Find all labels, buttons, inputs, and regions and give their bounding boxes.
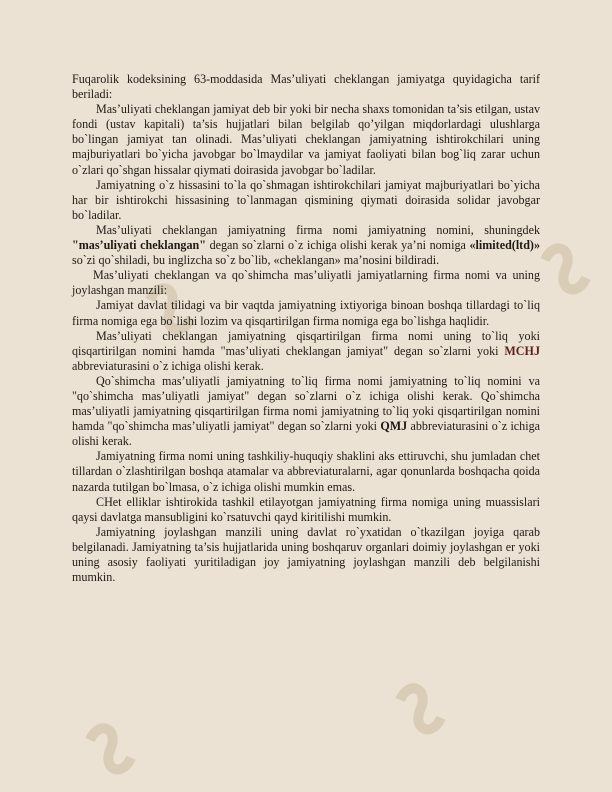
paragraph-4-text-b: degan so`zlarni o`z ichiga olishi kerak ya’ni nomiga xyxy=(205,238,470,253)
paragraph-4 xyxy=(72,223,540,268)
bold-term-mas-uliyati-cheklangan: "mas’uliyati cheklangan" xyxy=(72,238,206,253)
paragraph-2: Mas’uliyati cheklangan jamiyat deb bir yoki bir necha shaxs tomonidan ta’sis etilgan, ustav fondi (ustav kapitali) ta’sis hujjatlari bilan belgilab qo’yilgan miqdorlardagi ulushlarga bo`lingan jamiyat tan olinadi. Mas’uliyati cheklangan jamiyatning ishtirokchilari uning majburiyatlari bo`yicha javobgar bo`lmaydilar va jamiyat faoliyati bilan bog`liq zarar uchun o`zlari qo`shgan hissalar qiymati doirasida javobgar bo`ladilar. xyxy=(72,102,540,177)
paragraph-7 xyxy=(72,329,540,374)
paragraph-7-text-a: Mas’uliyati cheklangan jamiyatning qisqartirilgan firma nomi uning to`liq yoki qisqartirilgan nomini hamda "mas’uliyati cheklangan jamiyat" degan so`zlarni yoki xyxy=(72,328,540,358)
bold-term-limited: «limited(ltd)» xyxy=(469,238,541,253)
bold-term-mchj: MCHJ xyxy=(504,343,540,358)
paragraph-4-text-a: Mas’uliyati cheklangan jamiyatning firma nomi jamiyatning nomini, shuningdek xyxy=(96,222,540,237)
bold-term-qmj: QMJ xyxy=(380,419,408,434)
document-body xyxy=(72,72,540,585)
paragraph-5: Mas’uliyati cheklangan va qo`shimcha mas’uliyatli jamiyatlarning firma nomi va uning joylashgan manzili: xyxy=(72,268,540,298)
paragraph-11: Jamiyatning joylashgan manzili uning davlat ro`yxatidan o`tkazilgan joyiga qarab belgilanadi. Jamiyatning ta’sis hujjatlarida uning boshqaruv organlari doimiy joylashgan er yoki uning asosiy faoliyati yuritiladigan joy jamiyatning joylashgan manzili deb belgilanishi mumkin. xyxy=(72,524,540,585)
paragraph-6: Jamiyat davlat tilidagi va bir vaqtda jamiyatning ixtiyoriga binoan boshqa tillardagi to`liq firma nomiga ega bo`lishi lozim va qisqartirilgan firma nomiga ega bo`lishga haqlidir. xyxy=(72,298,540,328)
paragraph-7-text-b: abbreviaturasini o`z ichiga olishi kerak. xyxy=(72,358,264,373)
paragraph-4-text-c: so`zi qo`shiladi, bu inglizcha so`z bo`lib, «cheklangan» ma’nosini bildiradi. xyxy=(72,253,440,268)
paragraph-8-text-a: Qo`shimcha mas’uliyatli jamiyatning to`liq firma nomi jamiyatning to`liq nomini va "qo`shimcha mas’uliyatli jamiyat" degan so`zlarni o`z ichiga olishi kerak. Qo`shimcha mas’uliyatli jamiyatning qisqartirilgan firma nomi jamiyatning to`liq yoki qisqartirilgan nomini hamda "qo`shimcha mas’uliyatli jamiyat" degan so`zlarni yoki xyxy=(72,373,540,434)
paragraph-8-text-b: abbreviaturasini o`z ichiga olishi kerak. xyxy=(72,419,540,449)
paragraph-10: CHet elliklar ishtirokida tashkil etilayotgan jamiyatning firma nomiga uning muassislari qaysi davlatga mansubligini ko`rsatuvchi qayd kiritilishi mumkin. xyxy=(72,494,540,524)
paragraph-9: Jamiyatning firma nomi uning tashkiliy-huquqiy shaklini aks ettiruvchi, shu jumladan chet tillardan o`zlashtirilgan boshqa atamalar va abbreviaturalarni, agar qonunlarda boshqacha qoida nazarda tutilgan bo`lmasa, o`z ichiga olishi mumkin emas. xyxy=(72,449,540,494)
paragraph-1: Fuqarolik kodeksining 63-moddasida Mas’uliyati cheklangan jamiyatga quyidagicha tarif beriladi: xyxy=(72,72,540,102)
paragraph-8 xyxy=(72,374,540,449)
paragraph-3: Jamiyatning o`z hissasini to`la qo`shmagan ishtirokchilari jamiyat majburiyatlari bo`yicha har bir ishtirokchi hissasining to`lanmagan qismining qiymati doirasida solidar javobgar bo`ladilar. xyxy=(72,177,540,222)
